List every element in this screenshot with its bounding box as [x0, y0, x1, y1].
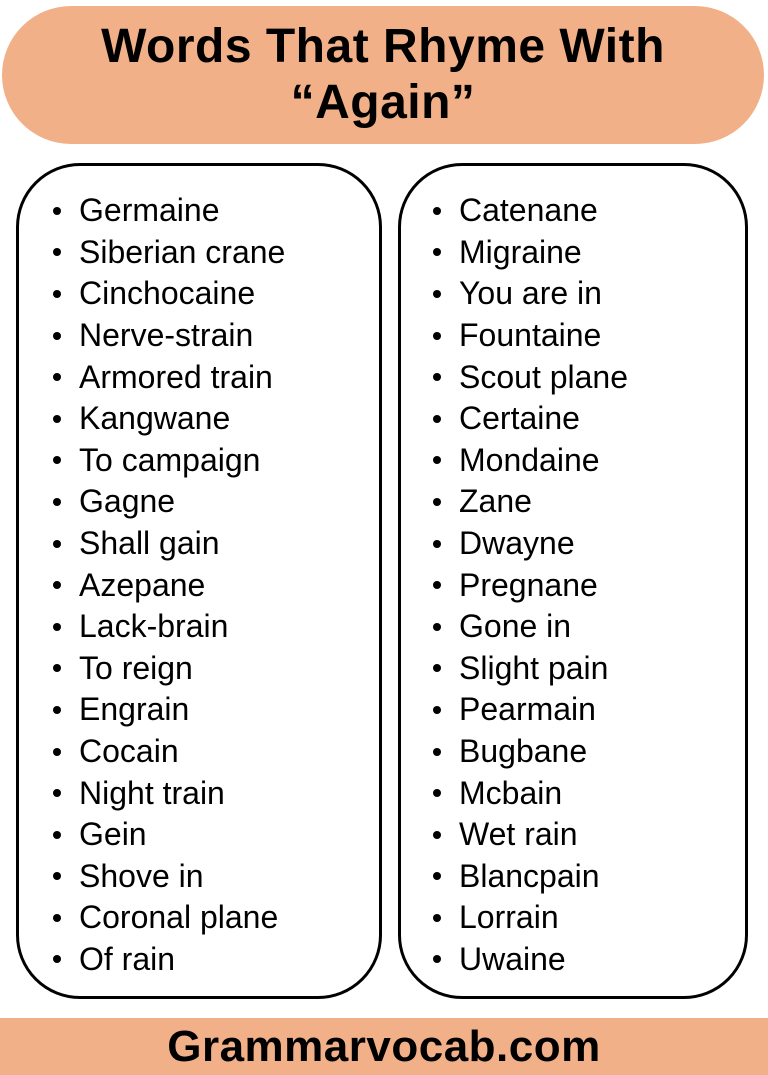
list-item [433, 648, 628, 690]
list-item [433, 814, 628, 856]
right-word-list [433, 190, 628, 980]
list-item [433, 273, 628, 315]
word-label: To campaign [79, 441, 261, 478]
bullet-icon [53, 248, 61, 256]
list-item [53, 356, 285, 398]
word-label: Cocain [79, 733, 179, 770]
list-item [433, 315, 628, 357]
word-label: Kangwane [79, 400, 231, 437]
bullet-icon [433, 415, 441, 423]
list-item [53, 315, 285, 357]
word-label: Of rain [79, 940, 176, 977]
bullet-icon [433, 872, 441, 880]
word-label: Migraine [459, 233, 582, 270]
page-title: Words That Rhyme With “Again” [101, 20, 665, 129]
list-item [53, 814, 285, 856]
bullet-icon [433, 789, 441, 797]
footer-banner [0, 1018, 768, 1075]
bullet-icon [433, 831, 441, 839]
list-item [433, 731, 628, 773]
word-label: Dwayne [459, 525, 575, 562]
bullet-icon [53, 914, 61, 922]
word-label: Shall gain [79, 525, 220, 562]
list-item [53, 232, 285, 274]
word-label: Germaine [79, 192, 220, 229]
list-item [53, 856, 285, 898]
bullet-icon [433, 456, 441, 464]
list-item [433, 398, 628, 440]
list-item [433, 856, 628, 898]
list-item [433, 772, 628, 814]
list-item [53, 481, 285, 523]
word-label: Gein [79, 816, 147, 853]
word-label: Shove in [79, 857, 204, 894]
word-label: Mcbain [459, 774, 563, 811]
word-label: Gone in [459, 608, 572, 645]
word-label: Lorrain [459, 899, 559, 936]
word-label: Armored train [79, 358, 273, 395]
word-label: Fountaine [459, 317, 602, 354]
bullet-icon [53, 872, 61, 880]
list-item [53, 564, 285, 606]
list-item [433, 897, 628, 939]
list-item [433, 939, 628, 981]
bullet-icon [53, 789, 61, 797]
list-item [433, 523, 628, 565]
word-label: Nerve-strain [79, 317, 254, 354]
word-label: Blancpain [459, 857, 600, 894]
left-word-panel [16, 163, 382, 999]
list-item [433, 564, 628, 606]
bullet-icon [53, 207, 61, 215]
word-label: Coronal plane [79, 899, 279, 936]
list-item [53, 897, 285, 939]
word-label: Certaine [459, 400, 580, 437]
bullet-icon [53, 955, 61, 963]
bullet-icon [433, 332, 441, 340]
bullet-icon [53, 664, 61, 672]
bullet-icon [53, 373, 61, 381]
bullet-icon [433, 955, 441, 963]
bullet-icon [53, 623, 61, 631]
word-label: Scout plane [459, 358, 629, 395]
bullet-icon [53, 581, 61, 589]
list-item [53, 398, 285, 440]
bullet-icon [433, 914, 441, 922]
list-item [433, 190, 628, 232]
word-label: Cinchocaine [79, 275, 256, 312]
bullet-icon [53, 540, 61, 548]
list-item [53, 731, 285, 773]
bullet-icon [433, 373, 441, 381]
list-item [53, 689, 285, 731]
bullet-icon [433, 540, 441, 548]
list-item [53, 939, 285, 981]
word-label: Wet rain [459, 816, 578, 853]
bullet-icon [53, 456, 61, 464]
bullet-icon [433, 248, 441, 256]
bullet-icon [433, 207, 441, 215]
bullet-icon [53, 831, 61, 839]
word-label: Night train [79, 774, 225, 811]
list-item [53, 772, 285, 814]
word-label: Bugbane [459, 733, 588, 770]
word-label: Gagne [79, 483, 176, 520]
list-item [433, 689, 628, 731]
bullet-icon [433, 498, 441, 506]
right-word-panel [398, 163, 748, 999]
word-label: Pearmain [459, 691, 596, 728]
bullet-icon [53, 290, 61, 298]
bullet-icon [53, 748, 61, 756]
left-word-list [53, 190, 285, 980]
word-label: Catenane [459, 192, 598, 229]
title-banner [2, 6, 764, 144]
word-label: Azepane [79, 566, 206, 603]
list-item [53, 190, 285, 232]
site-name: Grammarvocab.com [167, 1021, 601, 1071]
bullet-icon [433, 623, 441, 631]
bullet-icon [53, 415, 61, 423]
word-label: Engrain [79, 691, 190, 728]
word-label: Uwaine [459, 940, 566, 977]
list-item [53, 440, 285, 482]
list-item [53, 606, 285, 648]
word-label: Siberian crane [79, 233, 286, 270]
list-item [433, 481, 628, 523]
word-label: Zane [459, 483, 532, 520]
list-item [433, 606, 628, 648]
bullet-icon [433, 706, 441, 714]
bullet-icon [433, 748, 441, 756]
list-item [433, 440, 628, 482]
bullet-icon [433, 664, 441, 672]
list-item [53, 273, 285, 315]
list-item [433, 232, 628, 274]
word-label: To reign [79, 649, 193, 686]
bullet-icon [433, 581, 441, 589]
word-label: You are in [459, 275, 602, 312]
word-label: Mondaine [459, 441, 600, 478]
list-item [433, 356, 628, 398]
bullet-icon [53, 498, 61, 506]
bullet-icon [53, 332, 61, 340]
list-item [53, 648, 285, 690]
bullet-icon [433, 290, 441, 298]
bullet-icon [53, 706, 61, 714]
word-label: Lack-brain [79, 608, 229, 645]
word-label: Pregnane [459, 566, 598, 603]
word-label: Slight pain [459, 649, 609, 686]
list-item [53, 523, 285, 565]
